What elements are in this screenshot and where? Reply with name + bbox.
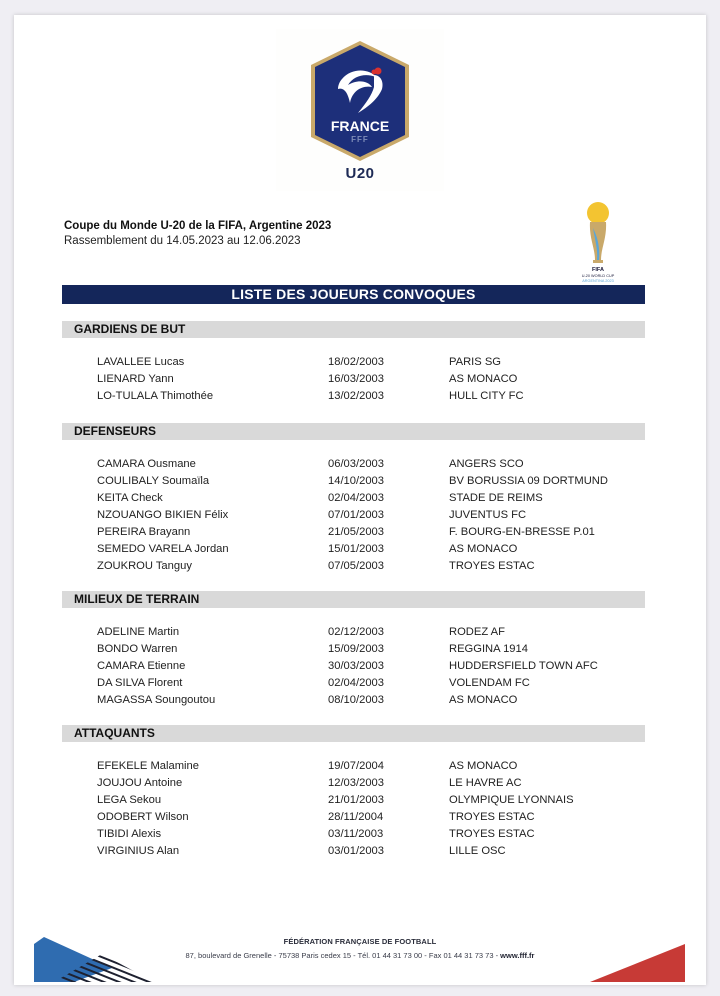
document-page	[14, 15, 706, 985]
fff-crest-icon	[308, 39, 412, 163]
team-label: U20	[345, 165, 375, 182]
fff-logo	[276, 29, 444, 191]
player-name: LO-TULALA Thimothée	[97, 390, 214, 402]
player-row	[62, 473, 645, 490]
section-heading: DEFENSEURS	[62, 423, 645, 440]
section-forwards	[62, 725, 645, 860]
player-row	[62, 692, 645, 709]
player-dob: 15/09/2003	[328, 643, 384, 655]
trophy-event-label: U-20 WORLD CUP	[581, 274, 615, 278]
player-dob: 16/03/2003	[328, 373, 384, 385]
player-row	[62, 758, 645, 775]
player-dob: 28/11/2004	[328, 811, 384, 823]
footer-website-link[interactable]: www.fff.fr	[500, 951, 535, 960]
player-name: JOUJOU Antoine	[97, 777, 183, 789]
player-row	[62, 524, 645, 541]
player-row	[62, 354, 645, 371]
player-name: ADELINE Martin	[97, 626, 180, 638]
player-name: CAMARA Etienne	[97, 660, 186, 672]
player-name: VIRGINIUS Alan	[97, 845, 180, 857]
event-title: Coupe du Monde U-20 de la FIFA, Argentine 2023	[64, 220, 332, 232]
player-name: CAMARA Ousmane	[97, 458, 196, 470]
player-row	[62, 624, 645, 641]
trophy-fifa-label: FIFA	[592, 267, 604, 273]
player-dob: 06/03/2003	[328, 458, 384, 470]
player-row	[62, 371, 645, 388]
event-dates: Rassemblement du 14.05.2023 au 12.06.2023	[64, 235, 301, 247]
player-club: REGGINA 1914	[449, 643, 528, 655]
player-club: TROYES ESTAC	[449, 811, 535, 823]
player-club: HULL CITY FC	[449, 390, 524, 402]
player-club: F. BOURG-EN-BRESSE P.01	[449, 526, 595, 538]
player-club: TROYES ESTAC	[449, 828, 535, 840]
fifa-u20-trophy-logo	[579, 198, 639, 284]
player-club: BV BORUSSIA 09 DORTMUND	[449, 475, 608, 487]
player-row	[62, 775, 645, 792]
player-row	[62, 641, 645, 658]
banner-title: LISTE DES JOUEURS CONVOQUES	[62, 285, 645, 304]
player-row	[62, 507, 645, 524]
player-name: NZOUANGO BIKIEN Félix	[97, 509, 229, 521]
player-club: JUVENTUS FC	[449, 509, 527, 521]
player-name: COULIBALY Soumaïla	[97, 475, 210, 487]
crest-text: FRANCE	[330, 118, 390, 134]
player-dob: 13/02/2003	[328, 390, 384, 402]
player-dob: 12/03/2003	[328, 777, 384, 789]
player-row	[62, 456, 645, 473]
player-name: MAGASSA Soungoutou	[97, 694, 216, 706]
player-row	[62, 792, 645, 809]
section-heading: ATTAQUANTS	[62, 725, 645, 742]
player-row	[62, 541, 645, 558]
player-club: OLYMPIQUE LYONNAIS	[449, 794, 574, 806]
crest-subtext: FFF	[351, 135, 369, 144]
player-row	[62, 809, 645, 826]
player-club: PARIS SG	[449, 356, 502, 368]
player-club: STADE DE REIMS	[449, 492, 543, 504]
player-club: AS MONACO	[449, 694, 518, 706]
player-dob: 03/01/2003	[328, 845, 384, 857]
section-heading: MILIEUX DE TERRAIN	[62, 591, 645, 608]
player-name: PEREIRA Brayann	[97, 526, 191, 538]
player-dob: 07/01/2003	[328, 509, 384, 521]
player-dob: 30/03/2003	[328, 660, 384, 672]
player-dob: 02/04/2003	[328, 677, 384, 689]
player-club: TROYES ESTAC	[449, 560, 535, 572]
player-name: BONDO Warren	[97, 643, 178, 655]
section-defenders	[62, 423, 645, 575]
player-dob: 21/05/2003	[328, 526, 384, 538]
player-dob: 21/01/2003	[328, 794, 384, 806]
player-dob: 15/01/2003	[328, 543, 384, 555]
player-name: EFEKELE Malamine	[97, 760, 199, 772]
player-row	[62, 658, 645, 675]
player-name: ODOBERT Wilson	[97, 811, 189, 823]
player-club: AS MONACO	[449, 543, 518, 555]
player-row	[62, 558, 645, 575]
player-dob: 14/10/2003	[328, 475, 384, 487]
player-club: ANGERS SCO	[449, 458, 524, 470]
player-club: AS MONACO	[449, 373, 518, 385]
player-row	[62, 675, 645, 692]
player-row	[62, 843, 645, 860]
player-name: TIBIDI Alexis	[97, 828, 162, 840]
player-name: LEGA Sekou	[97, 794, 162, 806]
section-midfielders	[62, 591, 645, 709]
footer-address	[14, 951, 706, 960]
player-dob: 02/12/2003	[328, 626, 384, 638]
footer	[14, 920, 706, 985]
player-name: LAVALLEE Lucas	[97, 356, 185, 368]
section-heading: GARDIENS DE BUT	[62, 321, 645, 338]
player-name: LIENARD Yann	[97, 373, 174, 385]
player-dob: 03/11/2003	[328, 828, 384, 840]
player-club: HUDDERSFIELD TOWN AFC	[449, 660, 598, 672]
player-name: ZOUKROU Tanguy	[97, 560, 192, 572]
player-dob: 08/10/2003	[328, 694, 384, 706]
player-dob: 19/07/2004	[328, 760, 384, 772]
section-goalkeepers	[62, 321, 645, 405]
player-dob: 07/05/2003	[328, 560, 384, 572]
player-name: DA SILVA Florent	[97, 677, 183, 689]
player-name: SEMEDO VARELA Jordan	[97, 543, 229, 555]
player-dob: 02/04/2003	[328, 492, 384, 504]
player-club: LE HAVRE AC	[449, 777, 522, 789]
player-row	[62, 826, 645, 843]
footer-org-name: FÉDÉRATION FRANÇAISE DE FOOTBALL	[283, 937, 437, 946]
footer-address-text: 87, boulevard de Grenelle - 75738 Paris cedex 15 - Tél. 01 44 31 73 00 - Fax 01 44 31 73 73 -	[185, 951, 501, 960]
player-club: RODEZ AF	[449, 626, 505, 638]
player-row	[62, 388, 645, 405]
player-club: AS MONACO	[449, 760, 518, 772]
player-name: KEITA Check	[97, 492, 163, 504]
red-stripe-shape	[590, 944, 685, 982]
player-dob: 18/02/2003	[328, 356, 384, 368]
player-row	[62, 490, 645, 507]
player-club: LILLE OSC	[449, 845, 506, 857]
trophy-host-label: ARGENTINA 2023	[582, 279, 614, 283]
player-club: VOLENDAM FC	[449, 677, 530, 689]
